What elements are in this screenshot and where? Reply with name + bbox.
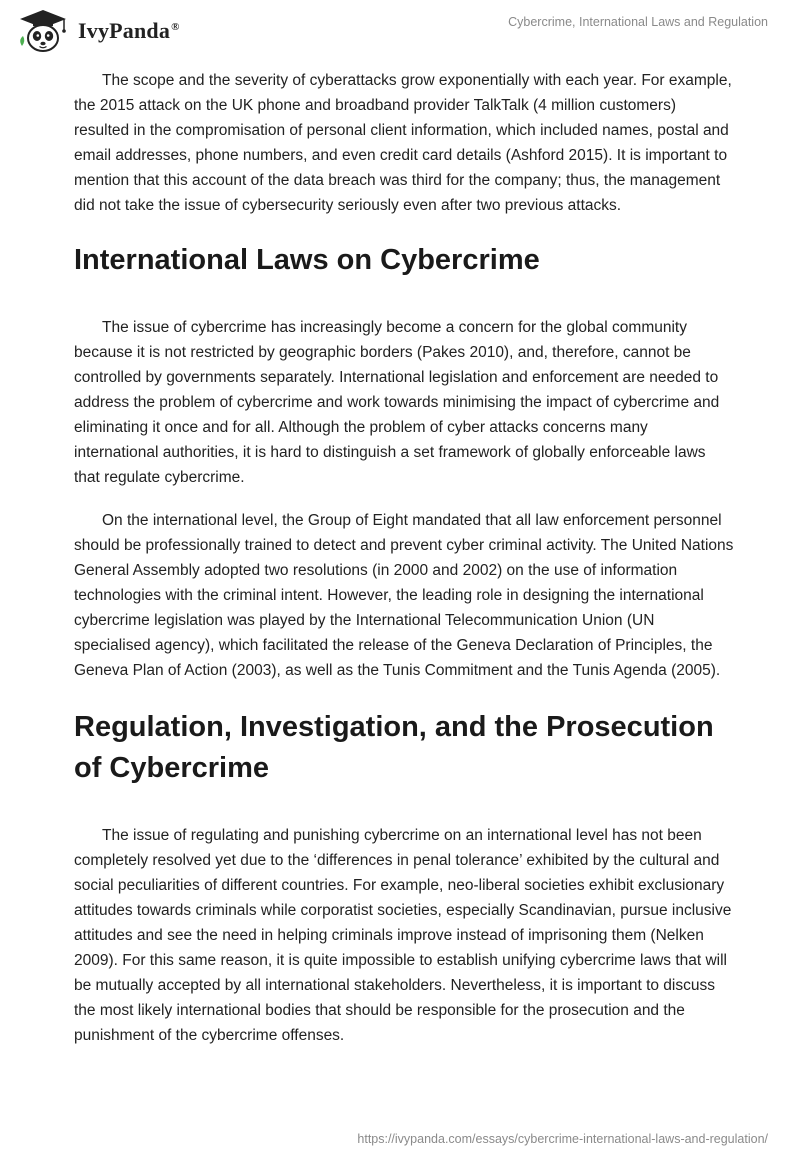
paragraph-international-level: On the international level, the Group of Eight mandated that all law enforcement personnel should be professionally trained to detect and prevent cyber criminal activity. The United Nations General Assembly adopted two resolutions (in 2000 and 2002) on the use of information technologies with the criminal intent. However, the leading role in designing the international cybercrime legislation was played by the International Telecommunication Union (UN specialised agency), which facilitated the release of the Geneva Declaration of Principles, the Geneva Plan of Action (2003), as well as the Tunis Commitment and the Tunis Agenda (2005). [74,512,734,679]
page-header [0,0,800,60]
document-title: Cybercrime, International Laws and Regulation [508,15,768,29]
paragraph-intro: The scope and the severity of cyberattacks grow exponentially with each year. For example, the 2015 attack on the UK phone and broadband provider TalkTalk (4 million customers) resulted in the compromisation of personal client information, which included names, postal and email addresses, phone numbers, and even credit card details (Ashford 2015). It is important to mention that this account of the data breach was third for the company; thus, the management did not take the issue of cybersecurity seriously even after two previous attacks. [74,72,732,214]
section-heading-regulation: Regulation, Investigation, and the Prosecution of Cybercrime [74,711,714,784]
paragraph-regulating-punishing: The issue of regulating and punishing cybercrime on an international level has not been completely resolved yet due to the ‘differences in penal tolerance’ exhibited by the cultural and social peculiarities of different countries. For example, neo-liberal societies exhibit exclusionary attitudes towards criminals while corporatist societies, especially Scandinavian, pursue inclusive attitudes and see the need in helping criminals improve instead of imprisoning them (Nelken 2009). For this same reason, it is quite impossible to establish unifying cybercrime laws that will be mutually accepted by all international stakeholders. Nevertheless, it is important to discuss the most likely international bodies that should be responsible for the prosecution and the punishment of the cybercrime offenses. [74,827,732,1044]
brand-name: IvyPanda® [78,18,180,43]
panda-graduate-icon [14,8,72,54]
site-logo[interactable] [14,8,180,54]
paragraph-global-concern: The issue of cybercrime has increasingly become a concern for the global community because it is not restricted by geographic borders (Pakes 2010), and, therefore, cannot be controlled by governments separately. International legislation and enforcement are needed to address the problem of cybercrime and work towards minimising the impact of cybercrime and eliminating it once and for all. Although the problem of cyber attacks concerns many international authorities, it is hard to distinguish a set framework of globally enforceable laws that regulate cybercrime. [74,319,720,486]
source-url[interactable]: https://ivypanda.com/essays/cybercrime-international-laws-and-regulation/ [357,1132,768,1146]
essay-body [74,68,734,1066]
section-heading-international-laws: International Laws on Cybercrime [74,244,540,276]
